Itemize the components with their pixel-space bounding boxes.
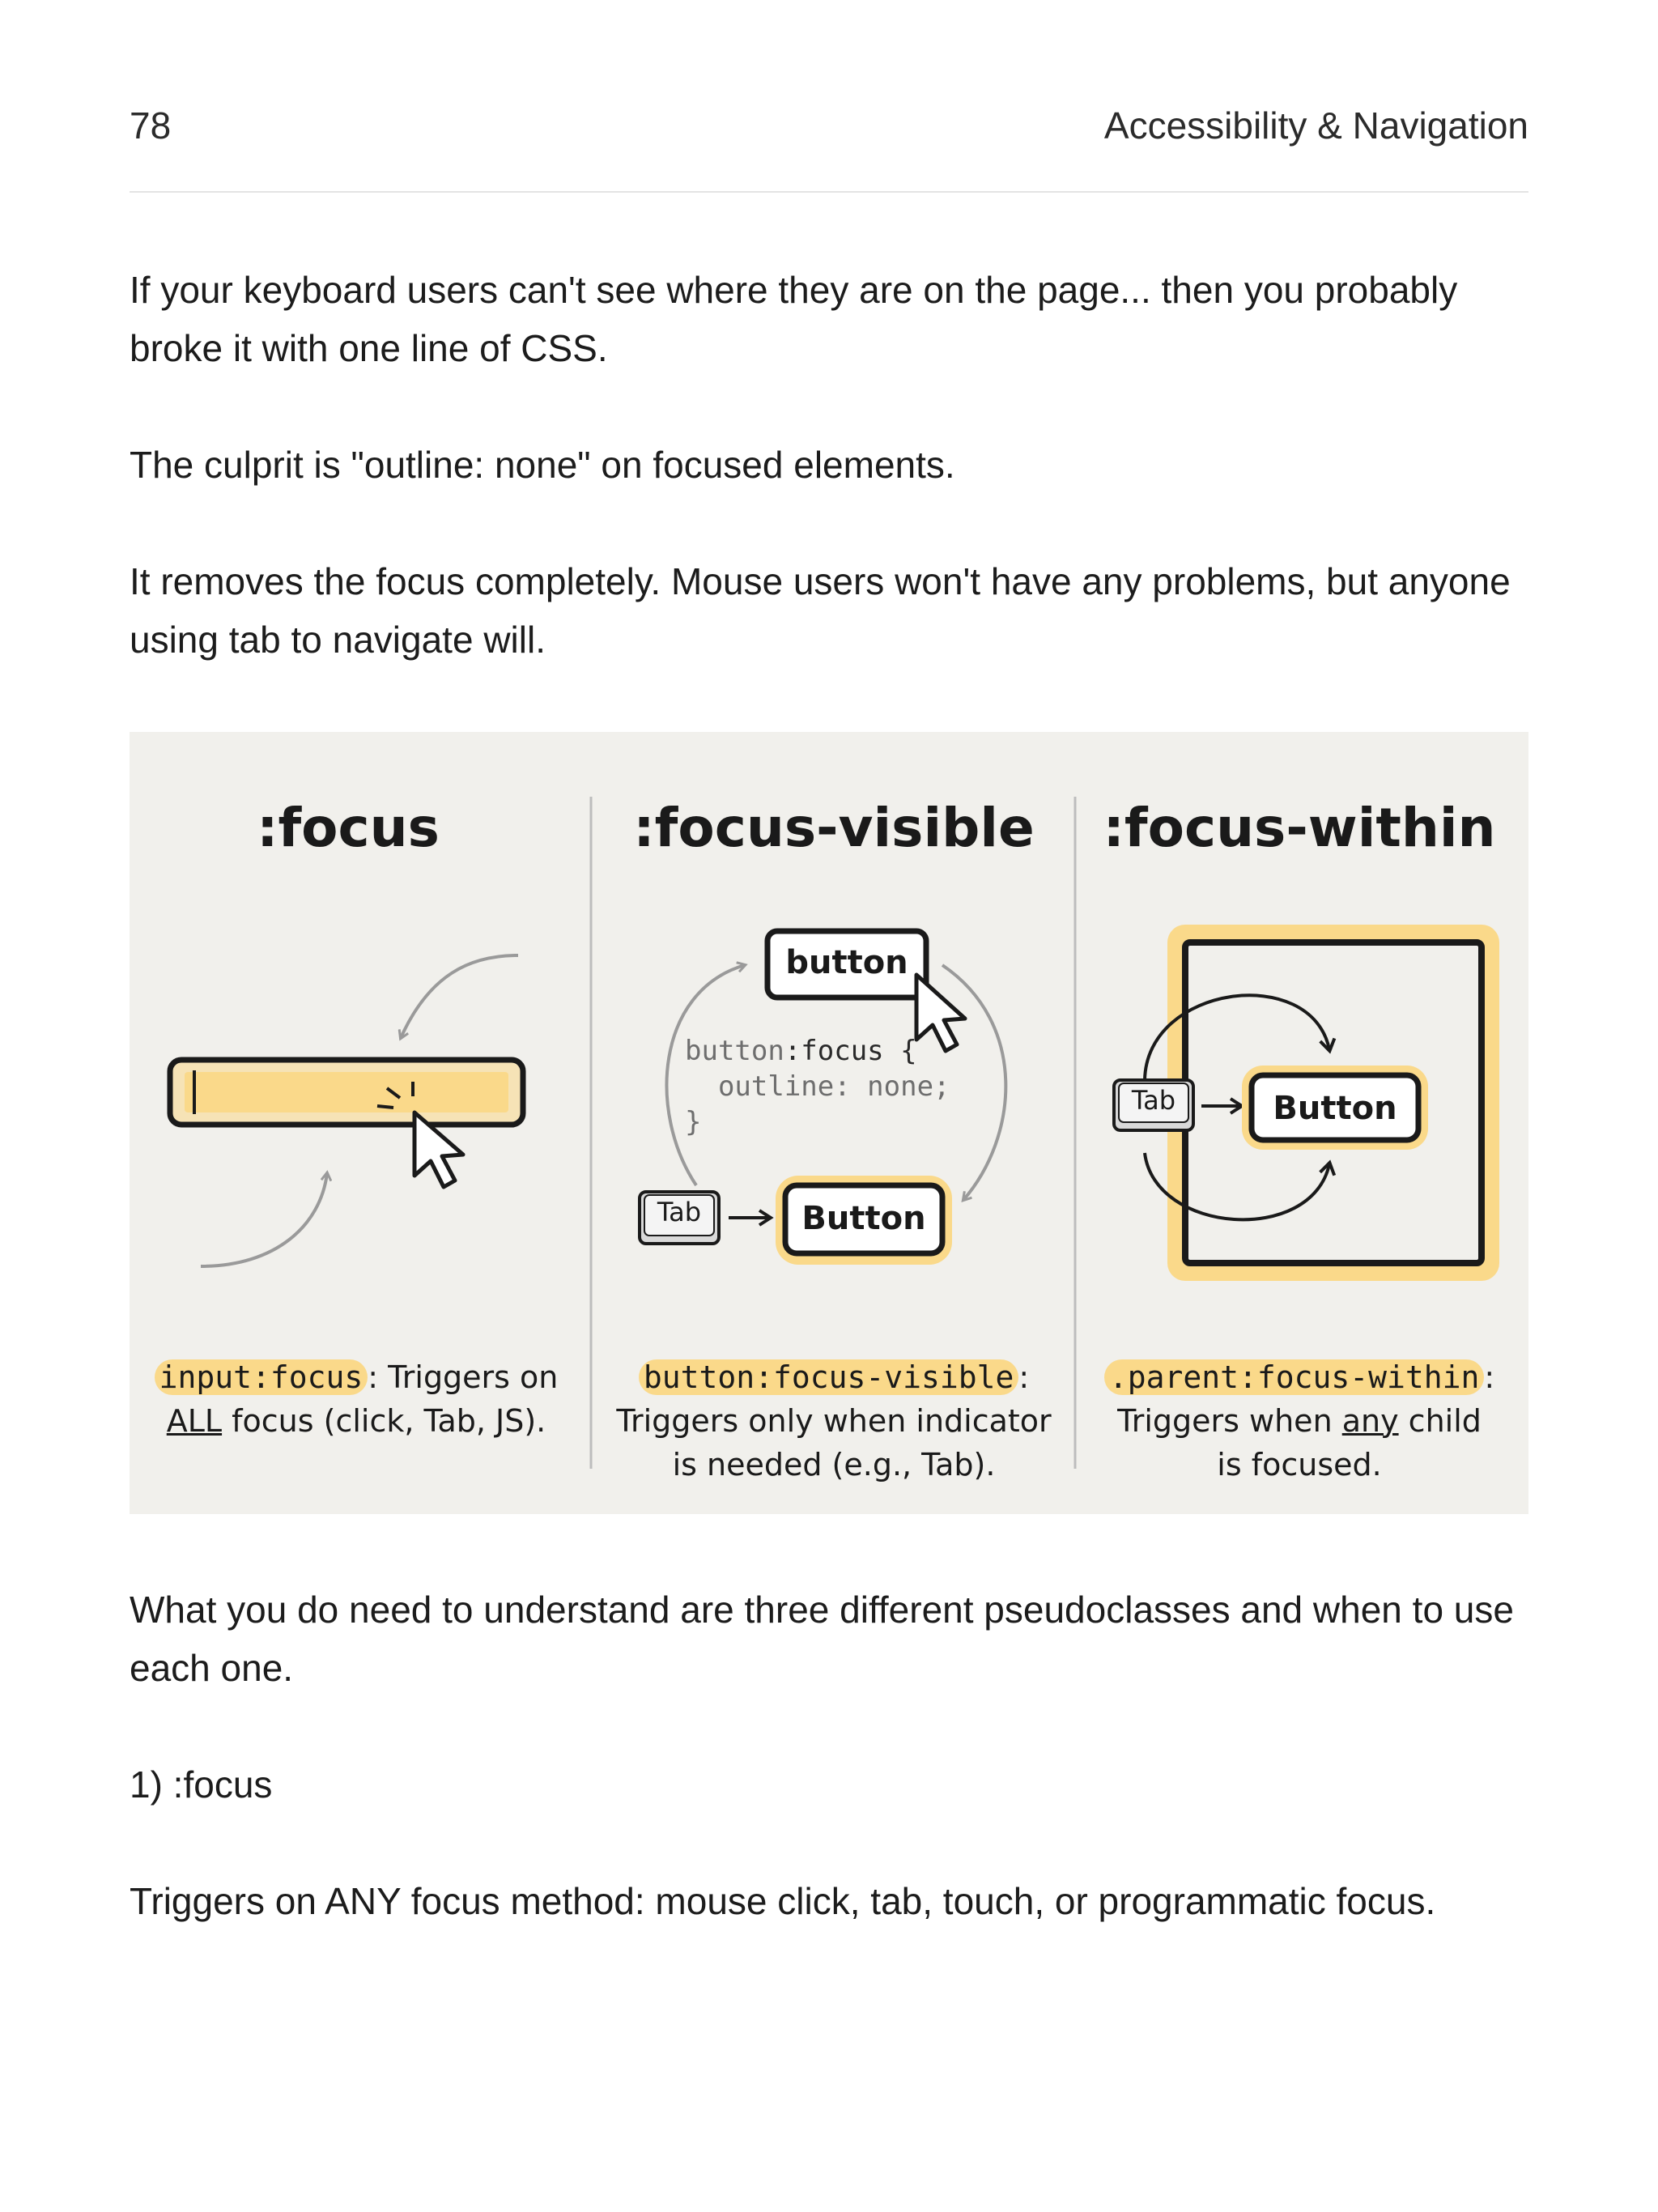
caption-within-colon: : [1484,1359,1495,1395]
caption-focus-all: ALL [166,1403,223,1439]
button-top-label: button [785,944,908,981]
caption-within-code: .parent:focus-within [1104,1359,1485,1395]
arrow-curve-bottom [201,1173,327,1266]
paragraph-intro: If your keyboard users can't see where they are on the page... then you probably broke it with one line of CSS. [130,269,1458,369]
tab-key-label: Tab [657,1197,702,1227]
caption-focus-line2: focus (click, Tab, JS). [222,1403,546,1439]
caption-within-line2b: child [1398,1403,1482,1439]
caption-focus-code: input:focus [155,1359,368,1395]
title-focus-within: :focus-within [1103,797,1496,859]
caption-visible-code: button:focus-visible [639,1359,1019,1395]
button-bottom-label: Button [801,1200,926,1237]
page-number: 78 [130,104,172,147]
caption-visible-line2: Triggers only when indicator [616,1403,1052,1439]
paragraph-three-pseudoclasses: What you do need to understand are three different pseudoclasses and when to use each one. [130,1589,1514,1689]
code-pseudo: :focus { [784,1035,917,1067]
code-declaration: outline: none; [685,1070,950,1103]
header-divider [130,191,1528,193]
focus-pseudoclasses-figure [130,732,1528,1514]
arrow-loop-right [942,965,1005,1200]
caption-focus [154,1355,559,1443]
page-header [130,104,1528,149]
caption-visible-colon: : [1018,1359,1030,1395]
caption-visible-line3: is needed (e.g., Tab). [672,1447,996,1482]
text-input-icon [170,1060,523,1125]
code-outline-none [685,1033,950,1140]
paragraph-removes-focus: It removes the focus completely. Mouse users won't have any problems, but anyone using tab to navigate will. [130,560,1511,661]
running-title: Accessibility & Navigation [1103,104,1528,147]
paragraph-culprit: The culprit is "outline: none" on focused elements. [130,444,955,486]
caption-focus-rest: : Triggers on [368,1359,559,1395]
code-selector: button [685,1035,784,1067]
caption-within-line3: is focused. [1217,1447,1382,1482]
code-close: } [685,1106,702,1138]
child-button-label: Button [1273,1090,1397,1127]
title-focus-visible: :focus-visible [633,797,1035,859]
caption-focus-within [1085,1355,1514,1487]
arrow-curve-top [401,955,518,1038]
caption-within-any: any [1341,1403,1399,1439]
paragraph-focus-description: Triggers on ANY focus method: mouse click, tab, touch, or programmatic focus. [130,1880,1436,1922]
tab-key-label-within: Tab [1131,1085,1176,1116]
list-heading-focus: 1) :focus [130,1763,273,1806]
caption-within-line2a: Triggers when [1117,1403,1342,1439]
title-focus: :focus [257,797,440,859]
caption-focus-visible [607,1355,1061,1487]
